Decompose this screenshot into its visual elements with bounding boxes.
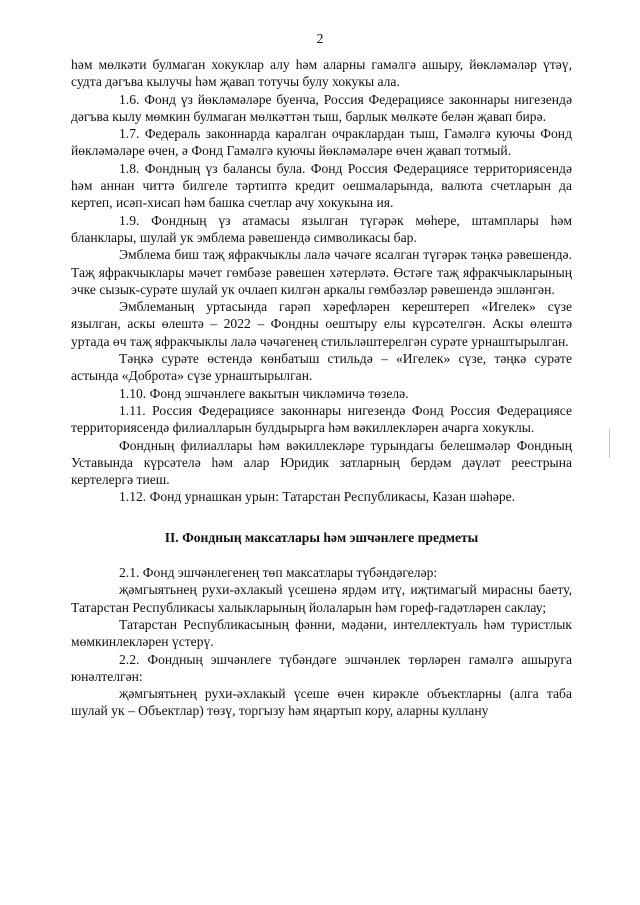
paragraph: Эмблеманың уртасында гарәп хәрефләрен керештереп «Игелек» сүзе язылган, аскы өлештә – 2022 – Фондны оештыру елы күрсәтелгән. Аскы өлештә уртада өч таҗ яфракчыклы лалә чәчәгенең стильләштерелгән сурәте урнаштырылган. [71,299,572,349]
paragraph: җәмгыятьнең рухи-әхлакый үсешенә ярдәм итү, иҗтимагый мирасны баету, Татарстан Республикасы халыкларының йолаларын һәм гореф-гадәтләрен саклау; [71,582,572,615]
paragraph: Эмблема биш таҗ яфракчыклы лалә чәчәге ясалган түгәрәк тәңкә рәвешендә. Таҗ яфракчыклары мәчет гөмбәзе рәвешен хәтерләтә. Өстәге таҗ яфракчыкларының эчке сызык-сурәте шулай ук очлаеп килгән аркалы гөмбәзләр рәвешендә эшләнгән. [71,247,572,297]
paragraph: 1.12. Фонд урнашкан урын: Татарстан Республикасы, Казан шәһәре. [119,489,516,505]
paragraph: 1.9. Фондның үз атамасы язылган түгәрәк мөһере, штамплары һәм бланклары, шулай ук эмблема рәвешендә символикасы бар. [71,212,572,245]
paragraph: Татарстан Республикасының фәнни, мәдәни, интеллектуаль һәм туристлык мөмкинлекләрен үстерү. [71,616,572,650]
paragraph: 1.7. Федераль законнарда каралган очраклардан тыш, Гамәлгә куючы Фонд йөкләмәләре өчен, ә Фонд Гамәлгә куючы йөкләмәләре өчен җавап тотмый. [71,126,572,159]
page-number: 2 [316,32,324,47]
paragraph: 1.11. Россия Федерациясе законнары нигезендә Фонд Россия Федерациясе территориясендә филиалларын булдырырга һәм вәкиллекләрен ачарга хокуклы. [71,402,572,436]
paragraph: 1.8. Фондның үз балансы була. Фонд Россия Федерациясе территориясендә һәм аннан читтә билгеле тәртиптә кредит оешмаларында, валюта счетларын да кертеп, исәп-хисап һәм башка счетлар ачу хокукына ия. [71,160,572,211]
section-heading: II. Фондның максатлары һәм эшчәнлеге предметы [164,529,479,545]
paragraph: 1.10. Фонд эшчәнлеге вакытын чикләмичә төзелә. [119,385,409,401]
scan-artifact-line [609,428,610,458]
paragraph: 1.6. Фонд үз йөкләмәләре буенча, Россия Федерациясе законнары нигезендә дәгъва кылу мөмкин булмаган мөлкәттән тыш, барлык мөлкәте белән җавап бирә. [71,91,572,124]
paragraph: Фондның филиаллары һәм вәкиллекләре турындагы белешмәләр Фондның Уставында күрсәтелә һәм алар Юридик затларның бердәм дәүләт реестрына кертелергә тиеш. [71,437,572,488]
paragraph: Тәңкә сурәте өстендә көнбатыш стильдә – «Игелек» сүзе, тәңкә сурәте астында «Доброта» сүзе урнаштырылган. [71,351,572,384]
paragraph: 2.2. Фондның эшчәнлеге түбәндәге эшчәнлек төрләрен гамәлгә ашыруга юнәлтелгән: [71,651,572,684]
paragraph: 2.1. Фонд эшчәнлегенең төп максатлары түбәндәгеләр: [119,565,438,581]
document-body [71,56,572,720]
paragraph: җәмгыятьнең рухи-әхлакый үсеше өчен кирәкле объектларны (алга таба шулай ук – Объектлар) төзү, торгызу һәм яңартып кору, аларны куллану [71,686,572,719]
paragraph: һәм мөлкәти булмаган хокуклар алу һәм аларны гамәлгә ашыру, йөкләмәләр үтәү, судта дәгъва кылучы һәм җавап тотучы булу хокукы ала. [71,57,572,90]
